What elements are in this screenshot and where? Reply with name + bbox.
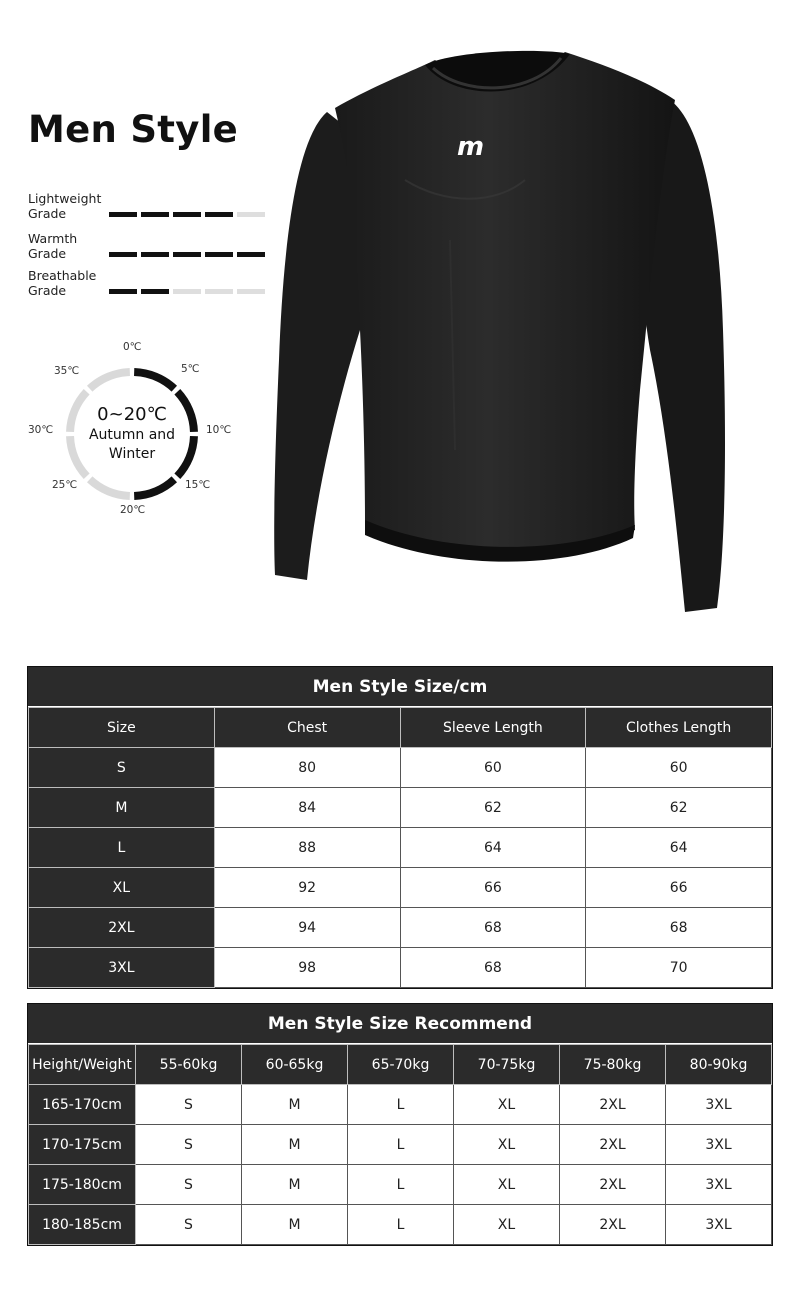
grade-warmth (28, 231, 273, 265)
column-header: Size (29, 708, 215, 748)
grade-bar-segment (237, 252, 265, 257)
temp-label-25: 25℃ (52, 479, 78, 491)
grade-bar-segment (237, 289, 265, 294)
temp-label-15: 15℃ (185, 479, 211, 491)
measurement-cell: 66 (586, 868, 772, 908)
recommended-size-cell: S (136, 1125, 242, 1165)
season-label: Autumn and Winter (88, 427, 176, 462)
measurement-cell: 68 (400, 908, 586, 948)
temp-ring-segment (134, 372, 174, 389)
measurement-cell: 64 (586, 828, 772, 868)
size-table-title: Men Style Size/cm (28, 667, 772, 707)
size-label-cell: 2XL (29, 908, 215, 948)
temperature-range: 0~20℃ (97, 404, 167, 425)
height-label-cell: 165-170cm (29, 1085, 136, 1125)
recommended-size-cell: L (348, 1205, 454, 1245)
temp-label-30: 30℃ (28, 424, 54, 436)
size-table (27, 666, 773, 989)
recommended-size-cell: L (348, 1125, 454, 1165)
measurement-cell: 84 (214, 788, 400, 828)
recommended-size-cell: XL (454, 1125, 560, 1165)
table-row (29, 868, 772, 908)
grade-label: Breathable Grade (28, 268, 97, 298)
measurement-cell: 98 (214, 948, 400, 988)
recommend-table-header-row (29, 1045, 772, 1085)
grade-bar-segment (237, 212, 265, 217)
measurement-cell: 66 (400, 868, 586, 908)
grade-bars (109, 289, 265, 294)
column-header: Clothes Length (586, 708, 772, 748)
table-row (29, 1085, 772, 1125)
temperature-dial (28, 338, 240, 522)
table-row (29, 1125, 772, 1165)
brand-logo-icon: m (457, 132, 485, 162)
table-row (29, 828, 772, 868)
grade-bar-segment (141, 212, 169, 217)
column-header: 65-70kg (348, 1045, 454, 1085)
column-header: 55-60kg (136, 1045, 242, 1085)
size-label-cell: M (29, 788, 215, 828)
measurement-cell: 64 (400, 828, 586, 868)
grade-bar-segment (141, 289, 169, 294)
temp-label-35: 35℃ (54, 365, 80, 377)
table-row (29, 748, 772, 788)
recommended-size-cell: 3XL (666, 1205, 772, 1245)
table-row (29, 1165, 772, 1205)
measurement-cell: 92 (214, 868, 400, 908)
dial-center (84, 404, 180, 464)
column-header: Chest (214, 708, 400, 748)
recommended-size-cell: 2XL (560, 1205, 666, 1245)
temp-ring-segment (134, 479, 174, 496)
recommended-size-cell: S (136, 1205, 242, 1245)
size-label-cell: L (29, 828, 215, 868)
measurement-cell: 62 (586, 788, 772, 828)
recommended-size-cell: M (242, 1125, 348, 1165)
recommended-size-cell: XL (454, 1205, 560, 1245)
recommend-table-body (29, 1045, 772, 1245)
recommended-size-cell: XL (454, 1085, 560, 1125)
column-header: Sleeve Length (400, 708, 586, 748)
size-label-cell: XL (29, 868, 215, 908)
size-table-body (29, 708, 772, 988)
recommended-size-cell: M (242, 1165, 348, 1205)
grade-bar-segment (173, 212, 201, 217)
recommended-size-cell: S (136, 1085, 242, 1125)
measurement-cell: 68 (400, 948, 586, 988)
product-shirt-image (265, 30, 735, 630)
recommended-size-cell: S (136, 1165, 242, 1205)
recommended-size-cell: M (242, 1205, 348, 1245)
column-header: 70-75kg (454, 1045, 560, 1085)
recommended-size-cell: M (242, 1085, 348, 1125)
grade-bars (109, 252, 265, 257)
grade-breathable (28, 268, 273, 302)
height-label-cell: 170-175cm (29, 1125, 136, 1165)
page-title: Men Style (28, 108, 239, 151)
grade-bar-segment (205, 289, 233, 294)
recommended-size-cell: 3XL (666, 1085, 772, 1125)
grade-bar-segment (109, 289, 137, 294)
table-row (29, 948, 772, 988)
measurement-cell: 80 (214, 748, 400, 788)
measurement-cell: 60 (400, 748, 586, 788)
recommended-size-cell: 2XL (560, 1125, 666, 1165)
grade-bar-segment (173, 252, 201, 257)
measurement-cell: 70 (586, 948, 772, 988)
measurement-cell: 68 (586, 908, 772, 948)
temp-ring-segment (90, 372, 130, 389)
temp-label-10: 10℃ (206, 424, 232, 436)
temp-label-5: 5℃ (181, 363, 200, 375)
grade-bar-segment (205, 212, 233, 217)
recommended-size-cell: 3XL (666, 1125, 772, 1165)
grade-bar-segment (109, 212, 137, 217)
measurement-cell: 60 (586, 748, 772, 788)
measurement-cell: 94 (214, 908, 400, 948)
grade-bar-segment (141, 252, 169, 257)
grade-label: Lightweight Grade (28, 191, 102, 221)
recommended-size-cell: 2XL (560, 1165, 666, 1205)
recommend-table (27, 1003, 773, 1246)
size-label-cell: 3XL (29, 948, 215, 988)
height-label-cell: 180-185cm (29, 1205, 136, 1245)
grade-bar-segment (173, 289, 201, 294)
size-table-header-row (29, 708, 772, 748)
column-header: 80-90kg (666, 1045, 772, 1085)
measurement-cell: 88 (214, 828, 400, 868)
measurement-cell: 62 (400, 788, 586, 828)
grade-bar-segment (109, 252, 137, 257)
table-row (29, 788, 772, 828)
temp-label-20: 20℃ (120, 504, 146, 516)
table-row (29, 1205, 772, 1245)
table-row (29, 908, 772, 948)
column-header: 60-65kg (242, 1045, 348, 1085)
temp-label-0: 0℃ (123, 341, 142, 353)
height-label-cell: 175-180cm (29, 1165, 136, 1205)
temp-ring-segment (90, 479, 130, 496)
size-label-cell: S (29, 748, 215, 788)
recommended-size-cell: L (348, 1085, 454, 1125)
column-header: Height/Weight (29, 1045, 136, 1085)
recommend-table-title: Men Style Size Recommend (28, 1004, 772, 1044)
grade-label: Warmth Grade (28, 231, 78, 261)
recommended-size-cell: 2XL (560, 1085, 666, 1125)
grade-bars (109, 212, 265, 217)
grade-bar-segment (205, 252, 233, 257)
grade-lightweight (28, 191, 273, 225)
recommended-size-cell: XL (454, 1165, 560, 1205)
recommended-size-cell: L (348, 1165, 454, 1205)
column-header: 75-80kg (560, 1045, 666, 1085)
recommended-size-cell: 3XL (666, 1165, 772, 1205)
